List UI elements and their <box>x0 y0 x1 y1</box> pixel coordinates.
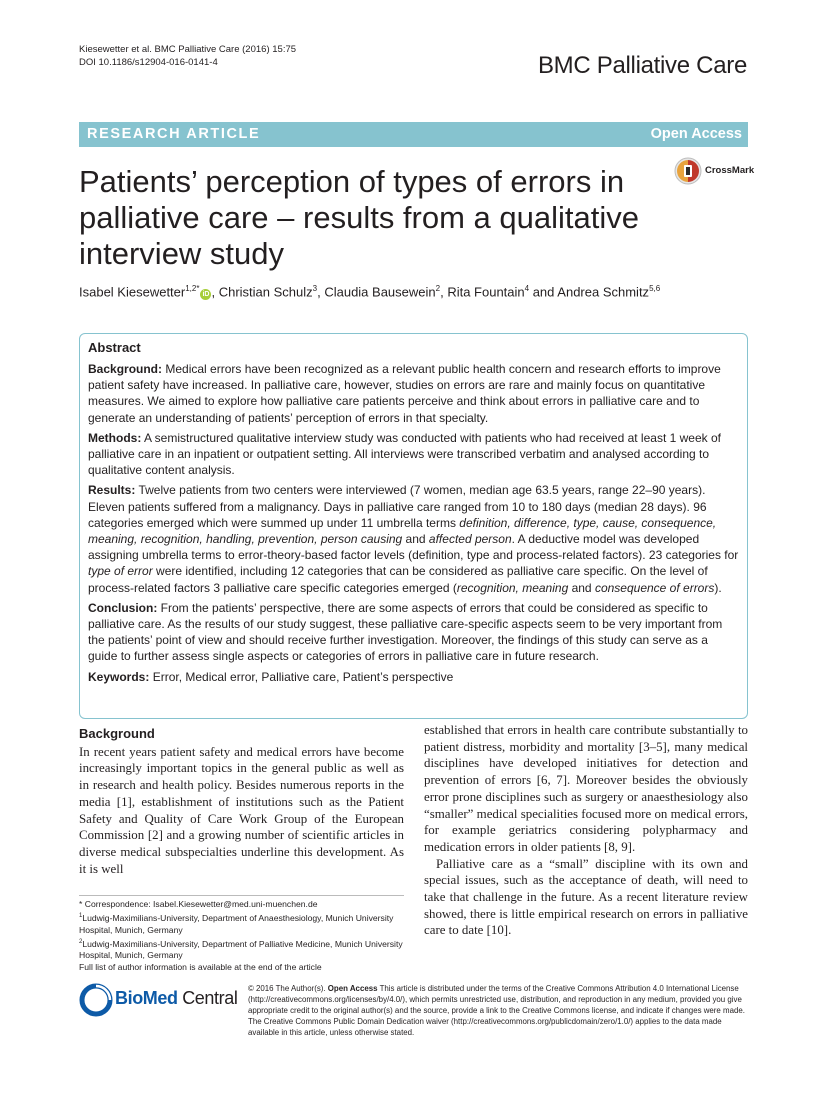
abstract-italic: affected person <box>428 532 512 547</box>
body-column-right <box>424 722 748 939</box>
abstract-italic: recognition, meaning <box>456 580 569 595</box>
crossmark-icon <box>674 157 702 185</box>
body-paragraph: established that errors in health care contribute substantially to patient distress, morbidity and mortality [3–5], many medical disciplines have developed initiatives for detection and prevention of errors [6, 7]. Moreover besides the obviously error prone disciplines such as surgery or anaesthesiology also “smaller” medical specialities focused more on medical errors, for example geriatrics considering polypharmacy and medication errors in older patients [8, 9]. <box>424 723 748 854</box>
abstract-label: Conclusion: <box>88 600 158 615</box>
crossmark-label: CrossMark <box>705 165 755 176</box>
citation-header <box>79 43 296 69</box>
article-title: Patients’ perception of types of errors in palliative care – results from a qualitative interview study <box>79 164 639 271</box>
author-affiliation: 4 <box>524 284 530 293</box>
license-text: © 2016 The Author(s). <box>248 984 328 993</box>
abstract-text: and <box>568 580 595 595</box>
author-name: Claudia Bausewein <box>324 284 436 300</box>
abstract-italic: consequence of errors <box>594 580 715 595</box>
author-name: Christian Schulz <box>218 284 313 300</box>
orcid-icon[interactable]: iD <box>202 291 210 299</box>
license-text: This article is distributed under the terms of the Creative Commons Attribution 4.0 International License (http://creativecommons.org/licenses/by/4.0/), which permits unrestricted use, distribution, and reproduction in any medium, provided you give appropriate credit to the original author(s) and the source, provide a link to the Creative Commons license, and indicate if changes were made. The Creative Commons Public Domain Dedication waiver (http://creativecommons.org/publicdomain/zero/1.0/) applies to the data made available in this article, unless otherwise stated. <box>248 984 745 1037</box>
affiliation-line <box>79 911 404 937</box>
author-separator: and <box>529 284 558 300</box>
section-heading: Background <box>79 726 155 741</box>
abstract-label: Methods: <box>88 430 142 445</box>
abstract-heading: Abstract <box>88 340 141 355</box>
abstract-text: ). <box>714 580 722 595</box>
abstract-label: Keywords: <box>88 669 150 684</box>
author-affiliation: 5,6 <box>649 284 661 293</box>
abstract-text: From the patients’ perspective, there are some aspects of errors that could be considered as specific to palliative care. As the results of our study suggest, these palliative care-specific aspects seem to be very important from the patients’ point of view and should receive further investigation. Moreover, the findings of this study can serve as a guide to further assess single aspects or categories of errors in palliative care in future research. <box>88 600 723 664</box>
abstract-label: Background: <box>88 362 163 376</box>
author-affiliation: 3 <box>312 284 318 293</box>
abstract-text: Twelve patients from two centers were interviewed (7 women, median age 63.5 years, range 22–90 years). Eleven patients suffered from a malignancy. Days in palliative care ranged from 10 to 180 days (median 28 days). 96 categories emerged which were summed up under 11 umbrella terms <box>88 483 707 530</box>
body-paragraph: In recent years patient safety and medical errors have become increasingly important topics in the general public as well as in research and health policy. Besides numerous reports in the media [1], establishment of institutions such as the Patient Safety and Quality of Care Work Group of the European Commission [2] and a growing number of scientific articles in diverse medical subspecialties underline this development. As it is well <box>79 744 404 876</box>
logo-word: Central <box>177 988 238 1008</box>
doi-line[interactable]: DOI 10.1186/s12904-016-0141-4 <box>79 57 218 68</box>
author-name: Andrea Schmitz <box>557 284 650 300</box>
author-name: Rita Fountain <box>447 284 525 300</box>
abstract-label: Results: <box>88 483 136 498</box>
citation-line: Kiesewetter et al. BMC Palliative Care (2016) 15:75 <box>79 44 297 55</box>
affiliation-number: 2 <box>79 938 83 945</box>
affiliation-number: 1 <box>79 912 83 919</box>
abstract-text: Medical errors have been recognized as a relevant public health concern and research efforts to improve patient safety have increased. In palliative care, however, studies on errors are rare and mainly focus on quantitative measures. We aimed to explore how palliative care patients perceive and think about errors in palliative care and to generate an understanding of patients’ perception of errors in that specialty. <box>88 362 721 425</box>
author-separator: , <box>211 284 219 300</box>
footnotes <box>79 899 404 974</box>
logo-text <box>115 988 237 1009</box>
affiliation-line <box>79 937 404 963</box>
body-column-left <box>79 726 404 877</box>
abstract-text: A semistructured qualitative interview study was conducted with patients who had received at least 1 week of palliative care in an inpatient or outpatient setting. All interviews were transcribed verbatim and analysed according to qualitative content analysis. <box>88 430 721 478</box>
author-list <box>79 284 749 300</box>
abstract-box <box>79 333 748 719</box>
abstract-text: Error, Medical error, Palliative care, Patient’s perspective <box>152 669 454 684</box>
abstract-keywords <box>88 669 739 685</box>
abstract-text: were identified, including 12 categories that can be considered as palliative care specific. On the level of process-related factors 3 palliative care specific categories emerged ( <box>88 564 708 595</box>
abstract-italic: type of error <box>88 564 153 579</box>
abstract-text: . A deductive model was developed assigning umbrella terms to error-theory-based factor levels (definition, type and process-related factors). 23 categories for <box>88 532 739 563</box>
body-paragraph: Palliative care as a “small” discipline with its own and special issues, such as the acceptance of death, will need to take that challenge in the future. As a recent literature review showed, there is little empirical research on errors in palliative care to date [10]. <box>424 856 748 938</box>
license-statement <box>248 983 748 1038</box>
article-type-banner <box>79 122 748 147</box>
author-separator: , <box>440 284 448 300</box>
biomed-central-logo[interactable] <box>79 983 239 1019</box>
affiliation-text: Ludwig-Maximilians-University, Department of Palliative Medicine, Munich University Hospital, Munich, Germany <box>79 938 403 961</box>
crossmark-badge[interactable] <box>674 157 754 187</box>
author-info-note: Full list of author information is available at the end of the article <box>79 962 322 973</box>
author-separator: , <box>317 284 325 300</box>
author-affiliation: 1,2* <box>185 284 200 293</box>
biomed-central-icon <box>79 983 113 1017</box>
logo-word: BioMed <box>115 988 178 1008</box>
license-open-access: Open Access <box>327 984 378 993</box>
abstract-methods <box>88 430 739 479</box>
author-name: Isabel Kiesewetter <box>79 284 186 300</box>
open-access-label: Open Access <box>650 126 742 142</box>
article-type-label: RESEARCH ARTICLE <box>87 126 261 142</box>
footnote-divider <box>79 895 404 896</box>
abstract-background <box>88 361 739 426</box>
correspondence-line[interactable]: * Correspondence: Isabel.Kiesewetter@med.uni-muenchen.de <box>79 899 318 909</box>
abstract-results <box>88 482 739 595</box>
abstract-text: and <box>402 532 429 547</box>
abstract-italic: definition, difference, type, cause, consequence, meaning, recognition, handling, prevention, person causing <box>88 515 717 547</box>
journal-name: BMC Palliative Care <box>537 52 747 79</box>
author-affiliation: 2 <box>435 284 441 293</box>
affiliation-text: Ludwig-Maximilians-University, Department of Anaesthesiology, Munich University Hospital, Munich, Germany <box>79 912 394 935</box>
abstract-conclusion <box>88 600 739 665</box>
